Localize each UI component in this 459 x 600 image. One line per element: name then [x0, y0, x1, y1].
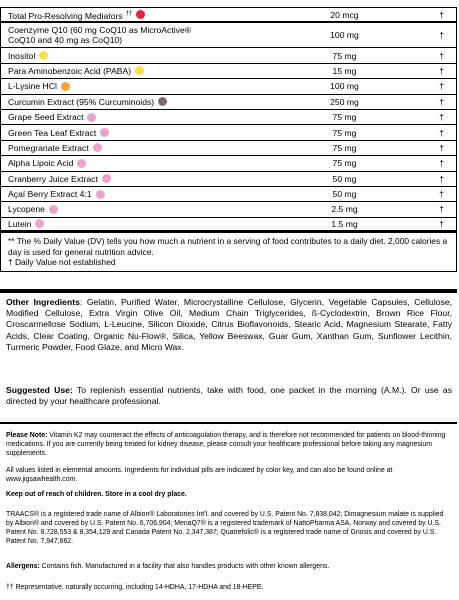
ingredient-row [1, 172, 456, 187]
pill-color-key-icon [61, 82, 70, 91]
ingredient-name-text [8, 174, 98, 184]
ingredient-row [1, 156, 456, 171]
suggested-use [6, 385, 452, 407]
ingredient-name-line: Total Pro-Resolving Mediators [8, 10, 123, 21]
ingredient-row [1, 202, 456, 217]
ingredient-amount: 100 mg [330, 30, 359, 41]
ingredient-name-line: Lycopene [8, 204, 45, 215]
ingredient-row [1, 8, 456, 23]
ingredient-name-text [8, 128, 96, 138]
ingredient-row [1, 23, 456, 48]
ingredient-name-text [8, 81, 57, 91]
ingredient-amount: 2.5 mg [331, 204, 358, 215]
ingredient-name-line: Alpha Lipoic Acid [8, 158, 74, 169]
ingredient-name-line: Para Aminobenzoic Acid (PABA) [8, 65, 132, 76]
ingredient-name-line: Pomegranate Extract [8, 142, 89, 153]
ingredient-name-line: CoQ10 and 40 mg as CoQ10) [8, 35, 123, 46]
pill-color-key-icon [136, 10, 145, 19]
ingredient-daily-value: † [439, 158, 444, 169]
ingredient-name [1, 128, 282, 138]
ingredient-name [1, 219, 282, 229]
ingredient-row [1, 64, 456, 79]
ingredient-amount: 75 mg [332, 158, 357, 169]
ingredient-name [1, 174, 282, 184]
ingredient-name-text [8, 112, 83, 122]
pill-color-key-icon [102, 174, 111, 183]
table-footnotes [1, 233, 456, 271]
ingredient-row [1, 48, 456, 63]
allergens-label: Allergens: [6, 563, 40, 570]
ingredient-amount: 20 mcg [330, 9, 359, 20]
ingredient-amount: 1.5 mg [331, 218, 358, 229]
ingredient-daily-value: † [439, 189, 444, 200]
ingredient-name-line: Açaí Berry Extract 4:1 [8, 189, 92, 200]
ingredient-name-line: Lutein [8, 218, 32, 229]
pill-color-key-icon [49, 205, 58, 214]
ingredient-amount: 75 mg [332, 112, 357, 123]
ingredient-daily-value: † [439, 127, 444, 138]
other-ingredients-label: Other Ingredients [6, 297, 80, 307]
ingredient-amount: 250 mg [330, 96, 359, 107]
pill-color-key-icon [93, 143, 102, 152]
section-divider [0, 289, 457, 293]
ingredient-name [1, 66, 282, 76]
elemental-note: All values listed in elemental amounts. Ingredients for individual pills are indicated by color key, and can also be found online at www.jigsawhealth.com. [6, 467, 393, 483]
ingredient-name-text [8, 25, 191, 45]
ingredient-daily-value: † [439, 30, 444, 41]
ingredient-row [1, 110, 456, 125]
ingredient-name-text [8, 219, 31, 229]
pill-color-key-icon [87, 113, 96, 122]
ingredient-amount: 75 mg [332, 127, 357, 138]
ingredient-name [1, 9, 282, 21]
ingredient-row [1, 141, 456, 156]
other-ingredients [6, 297, 452, 353]
dagger-footnote: † Daily Value not established [8, 257, 116, 268]
ingredient-name-line: Coenzyme Q10 (60 mg CoQ10 as MicroActive® [8, 25, 192, 36]
notes-divider [0, 422, 457, 424]
ingredient-amount: 75 mg [332, 50, 357, 61]
ingredient-daily-value: † [439, 218, 444, 229]
ingredient-name-text [8, 204, 45, 214]
ingredient-daily-value: † [439, 81, 444, 92]
other-ingredients-text: : Gelatin, Purified Water, Microcrystalline Cellulose, Glycerin, Vegetable Capsules, Cellulose, Modified Cellulose, Extra Virgin Olive Oil, Medium Chain Triglycerides, ß-Cyclodextrin, Brown Rice Flour, Croscarmellose Sodium, L-Leucine, Silicon Dioxide, Citrus Bioflavonoids, Stearic Acid, Magnesium Stearate, Fatty Acids, Clear Coating, Organic Nu-Flow®, Silica, Yellow Beeswax, Guar Gum, Xanthan Gum, Sunflower Lecithin, Turmeric Powder, Food Glaze, and Micro Wax. [6, 297, 452, 352]
please-note-text: Vitamin K2 may counteract the effects of anticoagulation therapy, and is therefore not recommended for patients on blood-thinning medications. If you are currently being treated for kidney disease, please consult your healthcare professional before taking any magnesium supplements. [6, 432, 446, 457]
keep-out-note: Keep out of reach of children. Store in a cool dry place. [6, 491, 187, 498]
ingredient-daily-value: † [439, 112, 444, 123]
ingredient-name-text [8, 158, 73, 168]
pill-color-key-icon [39, 51, 48, 60]
ingredient-name-line: L-Lysine HCl [8, 81, 57, 92]
ingredient-name-text [8, 189, 92, 199]
ingredient-name [1, 97, 282, 107]
ingredient-name-line: Curcumin Extract (95% Curcuminoids) [8, 96, 155, 107]
ingredient-name [1, 25, 282, 45]
ingredient-amount: 50 mg [332, 173, 357, 184]
ingredient-name-text [8, 143, 89, 153]
ingredient-amount: 15 mg [332, 65, 357, 76]
ingredient-name-line: Inositol [8, 50, 36, 61]
please-note-label: Please Note: [6, 432, 48, 439]
ingredient-amount: 50 mg [332, 189, 357, 200]
ingredient-name-text [8, 9, 132, 21]
ingredient-daily-value: † [439, 173, 444, 184]
ingredient-daily-value: † [439, 50, 444, 61]
ingredient-row [1, 187, 456, 202]
ingredient-amount: 100 mg [330, 81, 359, 92]
ingredient-amount: 75 mg [332, 142, 357, 153]
suggested-use-text: To replenish essential nutrients, take with food, one packet in the morning (A.M.). Or use as directed by your healthcare professional. [6, 385, 453, 407]
pill-color-key-icon [158, 97, 167, 106]
ingredient-daily-value: † [439, 204, 444, 215]
ingredient-rows [1, 8, 456, 233]
trademarks-note: TRAACS® is a registered trade name of Albion® Laboratories Int'l. and covered by U.S. Patent No. 7,838,042; Dimagnesium malate is supplied by Albion® and covered by U.S. Patent No. 6,706,904; MenaQ7® is a registered trademark of NattoPharma ASA, Norway and covered by U.S. Patent No. 8,728,553 & 8,354,129 and Canada Patent No. 2,347,387; Quatrefolic® is a registered trade name of Gnosis and covered by U.S. Patent No. 7,947,662. [6, 511, 444, 545]
allergens-text: Contains fish. Manufactured in a facility that also handles products with other known allergens. [39, 563, 330, 570]
dv-footnote: ** The % Daily Value (DV) tells you how much a nutrient in a serving of food contributes to a daily diet. 2,000 calories a day is used for general nutrition advice. [8, 236, 448, 257]
pill-color-key-icon [35, 219, 44, 228]
pill-color-key-icon [135, 66, 144, 75]
allergens-note [6, 562, 452, 571]
ingredient-name [1, 158, 282, 168]
ingredient-name-line: Grape Seed Extract [8, 112, 84, 123]
ingredient-row [1, 79, 456, 94]
ingredient-name-text [8, 97, 154, 107]
ingredient-name [1, 189, 282, 199]
ingredient-name [1, 143, 282, 153]
ingredient-name [1, 204, 282, 214]
ingredient-name [1, 112, 282, 122]
ingredient-name-text [8, 51, 35, 61]
ingredient-name-text [8, 66, 131, 76]
pill-color-key-icon [77, 159, 86, 168]
ingredient-row [1, 125, 456, 140]
ingredient-daily-value: † [439, 142, 444, 153]
ingredient-row [1, 218, 456, 233]
please-note [6, 431, 452, 458]
pill-color-key-icon [100, 128, 109, 137]
ingredient-name [1, 51, 282, 61]
ingredient-name [1, 81, 282, 91]
supplement-facts-table [0, 7, 457, 272]
suggested-use-label: Suggested Use: [6, 385, 73, 395]
ingredient-name-line: Cranberry Juice Extract [8, 173, 98, 184]
ingredient-daily-value: † [439, 65, 444, 76]
representative-note: †† Representative, naturally occurring, including 14-HDHA, 17-HDHA and 18-HEPE. [6, 584, 264, 591]
ingredient-daily-value: † [439, 96, 444, 107]
ingredient-footnote-marker: †† [125, 10, 133, 17]
pill-color-key-icon [96, 190, 105, 199]
ingredient-daily-value: † [439, 9, 444, 20]
ingredient-row [1, 95, 456, 110]
ingredient-name-line: Green Tea Leaf Extract [8, 127, 97, 138]
